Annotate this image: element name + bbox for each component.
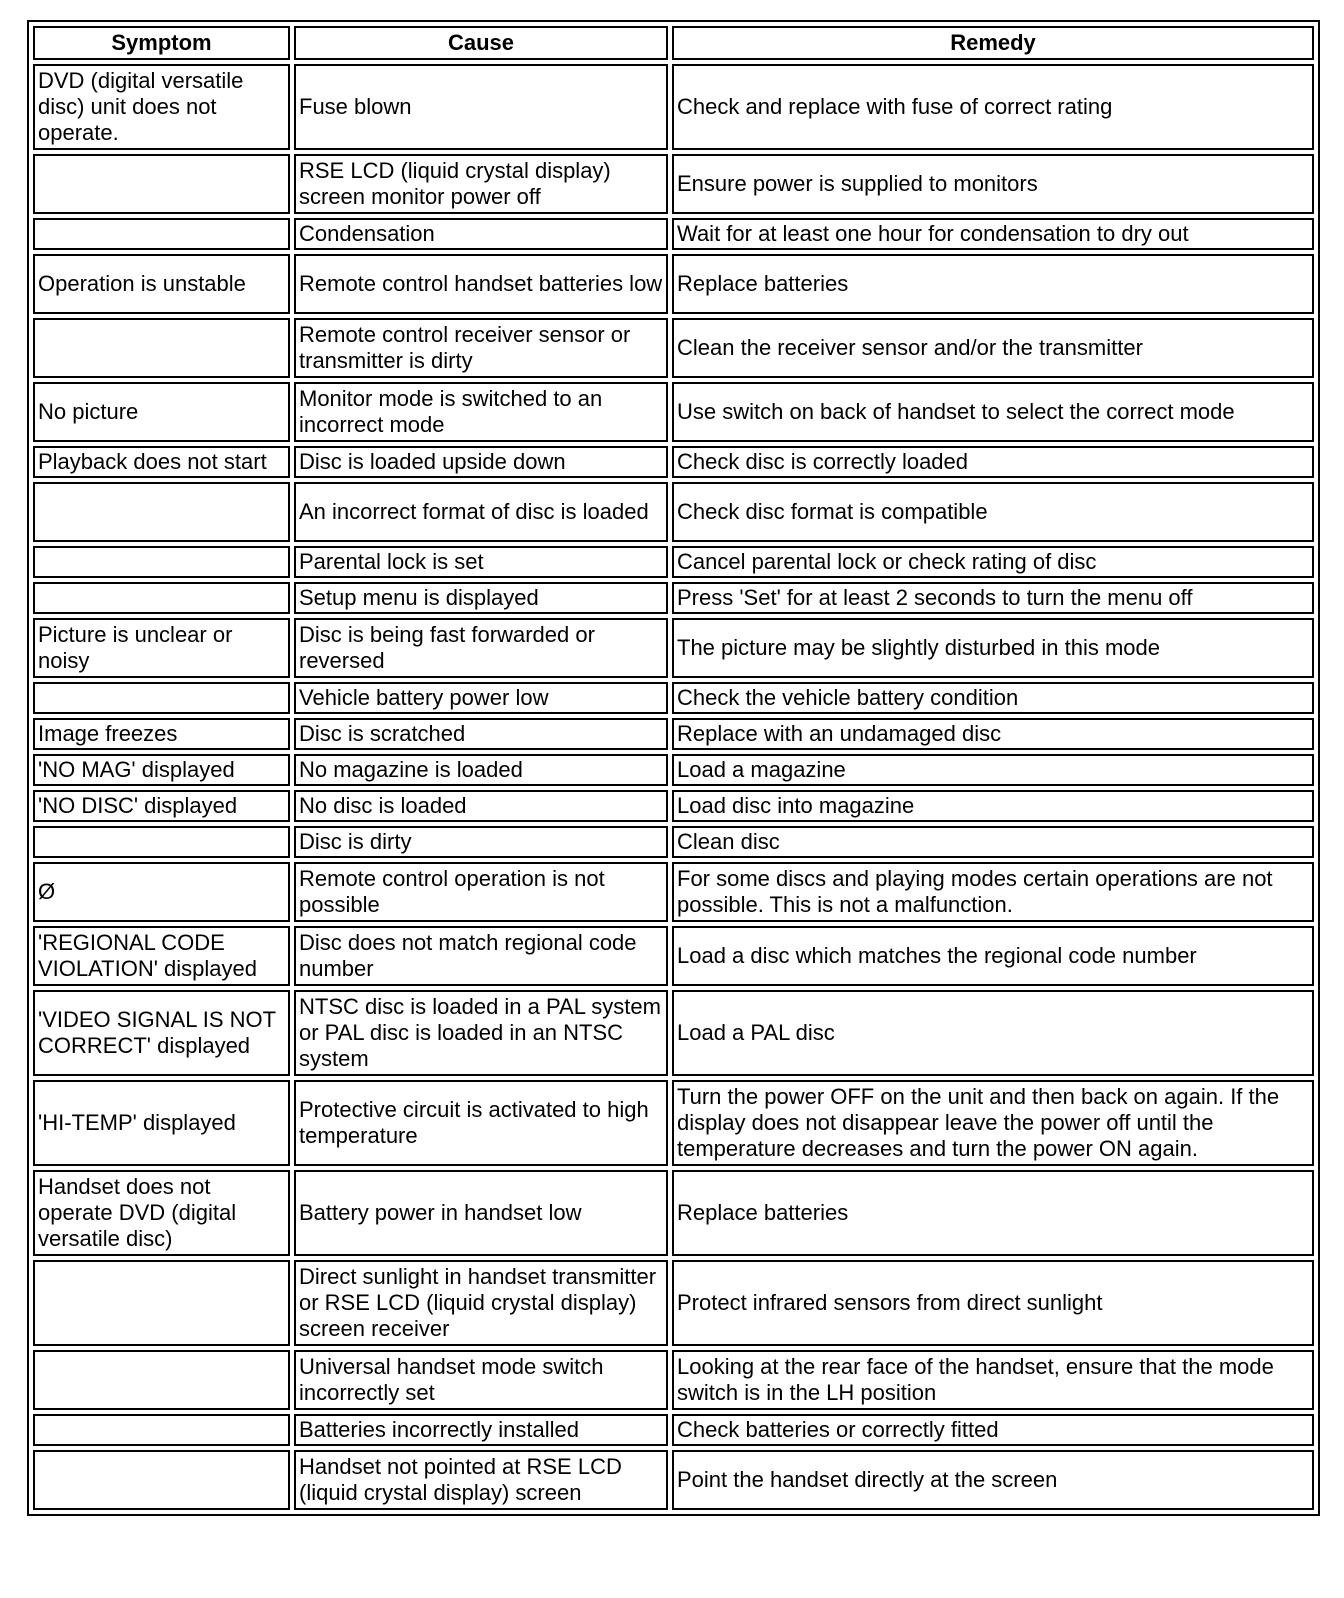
symptom-cell: Picture is unclear or noisy (33, 618, 290, 678)
cause-cell: RSE LCD (liquid crystal display) screen monitor power off (294, 154, 668, 214)
table-row (33, 1414, 1314, 1446)
table-row (33, 254, 1314, 314)
remedy-cell: For some discs and playing modes certain operations are not possible. This is not a malfunction. (672, 862, 1314, 922)
header-row (33, 26, 1314, 60)
troubleshooting-table-frame (27, 20, 1320, 1516)
table-row (33, 990, 1314, 1076)
symptom-cell: 'VIDEO SIGNAL IS NOT CORRECT' displayed (33, 990, 290, 1076)
table-row (33, 218, 1314, 250)
symptom-cell: Image freezes (33, 718, 290, 750)
cause-cell: An incorrect format of disc is loaded (294, 482, 668, 542)
remedy-cell: Load disc into magazine (672, 790, 1314, 822)
header-cause: Cause (294, 26, 668, 60)
table-row (33, 618, 1314, 678)
remedy-cell: Check batteries or correctly fitted (672, 1414, 1314, 1446)
cause-cell: No disc is loaded (294, 790, 668, 822)
cause-cell: Parental lock is set (294, 546, 668, 578)
table-row (33, 1080, 1314, 1166)
table-body (33, 64, 1314, 1510)
cause-cell: Direct sunlight in handset transmitter or RSE LCD (liquid crystal display) screen receiver (294, 1260, 668, 1346)
table-row (33, 482, 1314, 542)
cause-cell: Condensation (294, 218, 668, 250)
table-row (33, 718, 1314, 750)
remedy-cell: Point the handset directly at the screen (672, 1450, 1314, 1510)
cause-cell: Handset not pointed at RSE LCD (liquid crystal display) screen (294, 1450, 668, 1510)
table-row (33, 154, 1314, 214)
remedy-cell: Check the vehicle battery condition (672, 682, 1314, 714)
cause-cell: Universal handset mode switch incorrectly set (294, 1350, 668, 1410)
remedy-cell: Cancel parental lock or check rating of disc (672, 546, 1314, 578)
symptom-cell (33, 318, 290, 378)
remedy-cell: Replace batteries (672, 1170, 1314, 1256)
cause-cell: Fuse blown (294, 64, 668, 150)
symptom-cell (33, 582, 290, 614)
cause-cell: Disc is loaded upside down (294, 446, 668, 478)
symptom-cell (33, 1260, 290, 1346)
cause-cell: Disc does not match regional code number (294, 926, 668, 986)
remedy-cell: Wait for at least one hour for condensation to dry out (672, 218, 1314, 250)
troubleshooting-table (29, 22, 1318, 1514)
cause-cell: NTSC disc is loaded in a PAL system or PAL disc is loaded in an NTSC system (294, 990, 668, 1076)
remedy-cell: Looking at the rear face of the handset, ensure that the mode switch is in the LH position (672, 1350, 1314, 1410)
cause-cell: No magazine is loaded (294, 754, 668, 786)
symptom-cell: 'NO MAG' displayed (33, 754, 290, 786)
remedy-cell: Check disc format is compatible (672, 482, 1314, 542)
symptom-cell (33, 546, 290, 578)
symptom-cell (33, 682, 290, 714)
symptom-cell: 'HI-TEMP' displayed (33, 1080, 290, 1166)
table-row (33, 926, 1314, 986)
symptom-cell: Ø (33, 862, 290, 922)
table-row (33, 790, 1314, 822)
remedy-cell: Clean the receiver sensor and/or the transmitter (672, 318, 1314, 378)
symptom-cell (33, 482, 290, 542)
symptom-cell (33, 154, 290, 214)
cause-cell: Monitor mode is switched to an incorrect mode (294, 382, 668, 442)
symptom-cell (33, 1350, 290, 1410)
symptom-cell: Operation is unstable (33, 254, 290, 314)
symptom-cell (33, 1414, 290, 1446)
remedy-cell: Check disc is correctly loaded (672, 446, 1314, 478)
symptom-cell: Handset does not operate DVD (digital versatile disc) (33, 1170, 290, 1256)
remedy-cell: The picture may be slightly disturbed in this mode (672, 618, 1314, 678)
table-row (33, 1170, 1314, 1256)
remedy-cell: Load a disc which matches the regional code number (672, 926, 1314, 986)
symptom-cell (33, 218, 290, 250)
cause-cell: Protective circuit is activated to high temperature (294, 1080, 668, 1166)
symptom-cell: DVD (digital versatile disc) unit does not operate. (33, 64, 290, 150)
remedy-cell: Use switch on back of handset to select the correct mode (672, 382, 1314, 442)
table-row (33, 754, 1314, 786)
symptom-cell (33, 826, 290, 858)
symptom-cell: 'NO DISC' displayed (33, 790, 290, 822)
header-remedy: Remedy (672, 26, 1314, 60)
table-row (33, 1260, 1314, 1346)
header-symptom: Symptom (33, 26, 290, 60)
cause-cell: Remote control operation is not possible (294, 862, 668, 922)
table-row (33, 582, 1314, 614)
table-row (33, 64, 1314, 150)
table-row (33, 1450, 1314, 1510)
symptom-cell (33, 1450, 290, 1510)
table-row (33, 1350, 1314, 1410)
symptom-cell: 'REGIONAL CODE VIOLATION' displayed (33, 926, 290, 986)
table-row (33, 546, 1314, 578)
cause-cell: Disc is dirty (294, 826, 668, 858)
cause-cell: Remote control receiver sensor or transmitter is dirty (294, 318, 668, 378)
remedy-cell: Check and replace with fuse of correct rating (672, 64, 1314, 150)
symptom-cell: No picture (33, 382, 290, 442)
remedy-cell: Press 'Set' for at least 2 seconds to turn the menu off (672, 582, 1314, 614)
symptom-cell: Playback does not start (33, 446, 290, 478)
table-row (33, 862, 1314, 922)
remedy-cell: Turn the power OFF on the unit and then back on again. If the display does not disappear leave the power off until the temperature decreases and turn the power ON again. (672, 1080, 1314, 1166)
cause-cell: Disc is scratched (294, 718, 668, 750)
cause-cell: Remote control handset batteries low (294, 254, 668, 314)
remedy-cell: Load a PAL disc (672, 990, 1314, 1076)
table-row (33, 382, 1314, 442)
table-row (33, 826, 1314, 858)
cause-cell: Disc is being fast forwarded or reversed (294, 618, 668, 678)
remedy-cell: Ensure power is supplied to monitors (672, 154, 1314, 214)
cause-cell: Vehicle battery power low (294, 682, 668, 714)
remedy-cell: Protect infrared sensors from direct sunlight (672, 1260, 1314, 1346)
cause-cell: Batteries incorrectly installed (294, 1414, 668, 1446)
cause-cell: Battery power in handset low (294, 1170, 668, 1256)
table-row (33, 318, 1314, 378)
remedy-cell: Replace batteries (672, 254, 1314, 314)
remedy-cell: Replace with an undamaged disc (672, 718, 1314, 750)
cause-cell: Setup menu is displayed (294, 582, 668, 614)
remedy-cell: Clean disc (672, 826, 1314, 858)
table-row (33, 446, 1314, 478)
remedy-cell: Load a magazine (672, 754, 1314, 786)
table-row (33, 682, 1314, 714)
